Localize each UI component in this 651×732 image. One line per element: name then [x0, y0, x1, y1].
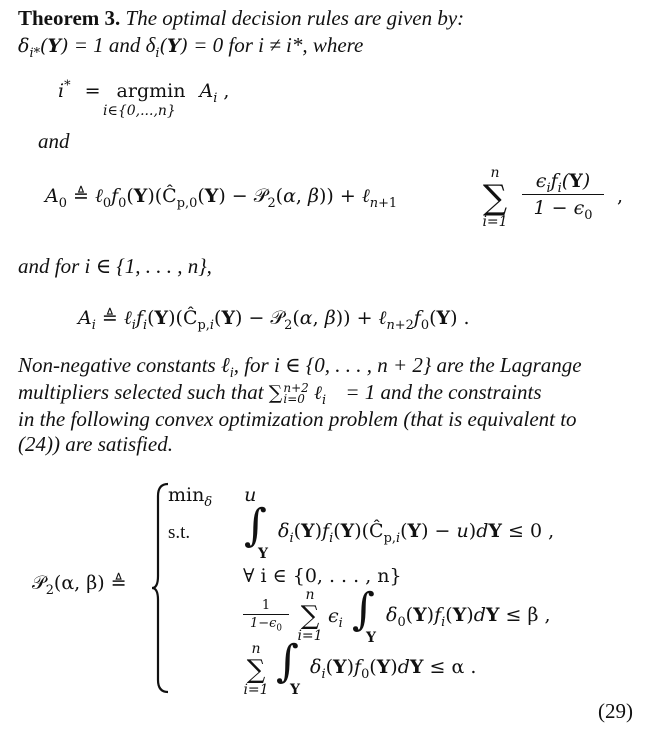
c1-int-sub: Y	[258, 546, 268, 562]
para-line-2: multipliers selected such that ∑ n+2 i=0 ℓ$_i$ = 1 and the constraints	[18, 380, 542, 408]
eq-A0-comma: ,	[617, 185, 624, 207]
constraint-1: $\delta_i(Y)f_i(Y)(Ĉ_{p,i}(Y) - u)dY \le 0$ ,	[278, 520, 555, 546]
eq-A0-sum-top: n	[490, 165, 500, 181]
para-line-2a: multipliers selected such that	[18, 380, 264, 404]
eq-A0-frac: $\epsilon_if_i(Y)$ $1 - \epsilon_0$	[522, 170, 604, 219]
theorem-rule-text-2: = 0 for i ≠ i*, where	[193, 33, 364, 57]
para-line-1a: Non-negative constants ℓ	[18, 353, 230, 377]
eq-istar-argmin: argmin	[116, 80, 186, 102]
problem-lhs: 𝒫$_2$(α, β) ≜	[32, 572, 127, 598]
eq-istar-comma: ,	[223, 80, 230, 102]
eq-istar-under: i∈{0,...,n}	[103, 103, 176, 119]
c2-eps: $\epsilon_i$	[328, 605, 343, 631]
c3-integral: ∫	[276, 636, 299, 687]
problem-st: s.t.	[168, 522, 191, 543]
problem-min: $\min_\delta u$	[168, 484, 257, 510]
eq-istar: i* = argmin $A_i$ ,	[58, 78, 230, 106]
para-line-1: Non-negative constants ℓ$_i$, for i ∈ {0, . . . , n + 2} are the Lagrange	[18, 353, 582, 382]
c2-integral: ∫	[352, 584, 375, 635]
constraint-2-tail: ≤ β ,	[505, 604, 551, 626]
c3-int-sub: Y	[290, 682, 300, 698]
eq-A0-sum-bottom: i=1	[482, 214, 508, 231]
eq-A0: $A_0$ ≜ $\ell_0f_0(Y)(Ĉ_{p,0}(Y)$ − 𝒫$_2$(α, β)) + ℓ$_{n+1}$	[45, 185, 398, 211]
constraint-3: $\delta_i(Y)f_0(Y)dY \le \alpha$ .	[310, 656, 477, 682]
constraint-3-tail: ≤ α .	[429, 656, 477, 678]
constraint-forall: ∀ i ∈ {0, . . . , n}	[243, 565, 402, 587]
word-and: and	[38, 129, 70, 153]
c3-sum: n ∑ i=1	[243, 641, 269, 699]
constraint-1-tail: ≤ 0 ,	[507, 520, 555, 542]
theorem-line-2: $\delta_{i*}(Y) = 1$ and $\delta_i(Y) = 0$ for i ≠ i*, where	[18, 33, 364, 61]
para-line-2b: = 1 and the constraints	[345, 380, 542, 404]
eq-Ai: $A_i$ ≜ $\ell_if_i(Y)(Ĉ_{p,i}(Y)$ − 𝒫$_2$(α, $\beta)) + \ell_{n+2}f_0(Y)$ .	[78, 307, 470, 333]
theorem-line-1	[18, 5, 464, 31]
problem-min-var: u	[244, 484, 257, 506]
constraint-2: $\delta_0(Y)f_i(Y)dY \le \beta$ ,	[386, 604, 551, 630]
problem-lhs-P: 𝒫	[32, 572, 46, 594]
c1-integral: ∫	[244, 500, 267, 551]
theorem-statement-1: The optimal decision rules are given by:	[125, 6, 465, 30]
eq-istar-equals: =	[84, 80, 101, 102]
theorem-rule-text: = 1 and δ	[73, 33, 156, 57]
problem-min-label: min	[168, 484, 205, 506]
theorem-label: Theorem 3.	[18, 6, 121, 30]
big-left-brace	[150, 482, 172, 694]
for-i-text: and for i ∈ {1, . . . , n},	[18, 254, 212, 278]
para-line-3: in the following convex optimization problem (that is equivalent to	[18, 407, 577, 431]
c2-frac: $\frac{1}{1-\epsilon_0}$	[243, 598, 289, 631]
eq-A0-sum: n ∑ i=1	[478, 166, 512, 231]
equation-number: (29)	[598, 699, 633, 723]
para-line-4: (24)) are satisfied.	[18, 432, 173, 456]
c2-int-sub: Y	[366, 630, 376, 646]
eq-Ai-period: .	[463, 307, 470, 329]
para-line-1b: , for i ∈ {0, . . . , n + 2} are the Lagrange	[233, 353, 582, 377]
c2-sum: n ∑ i=1	[297, 587, 323, 645]
problem-lhs-args: (α, β) ≜	[53, 572, 127, 594]
